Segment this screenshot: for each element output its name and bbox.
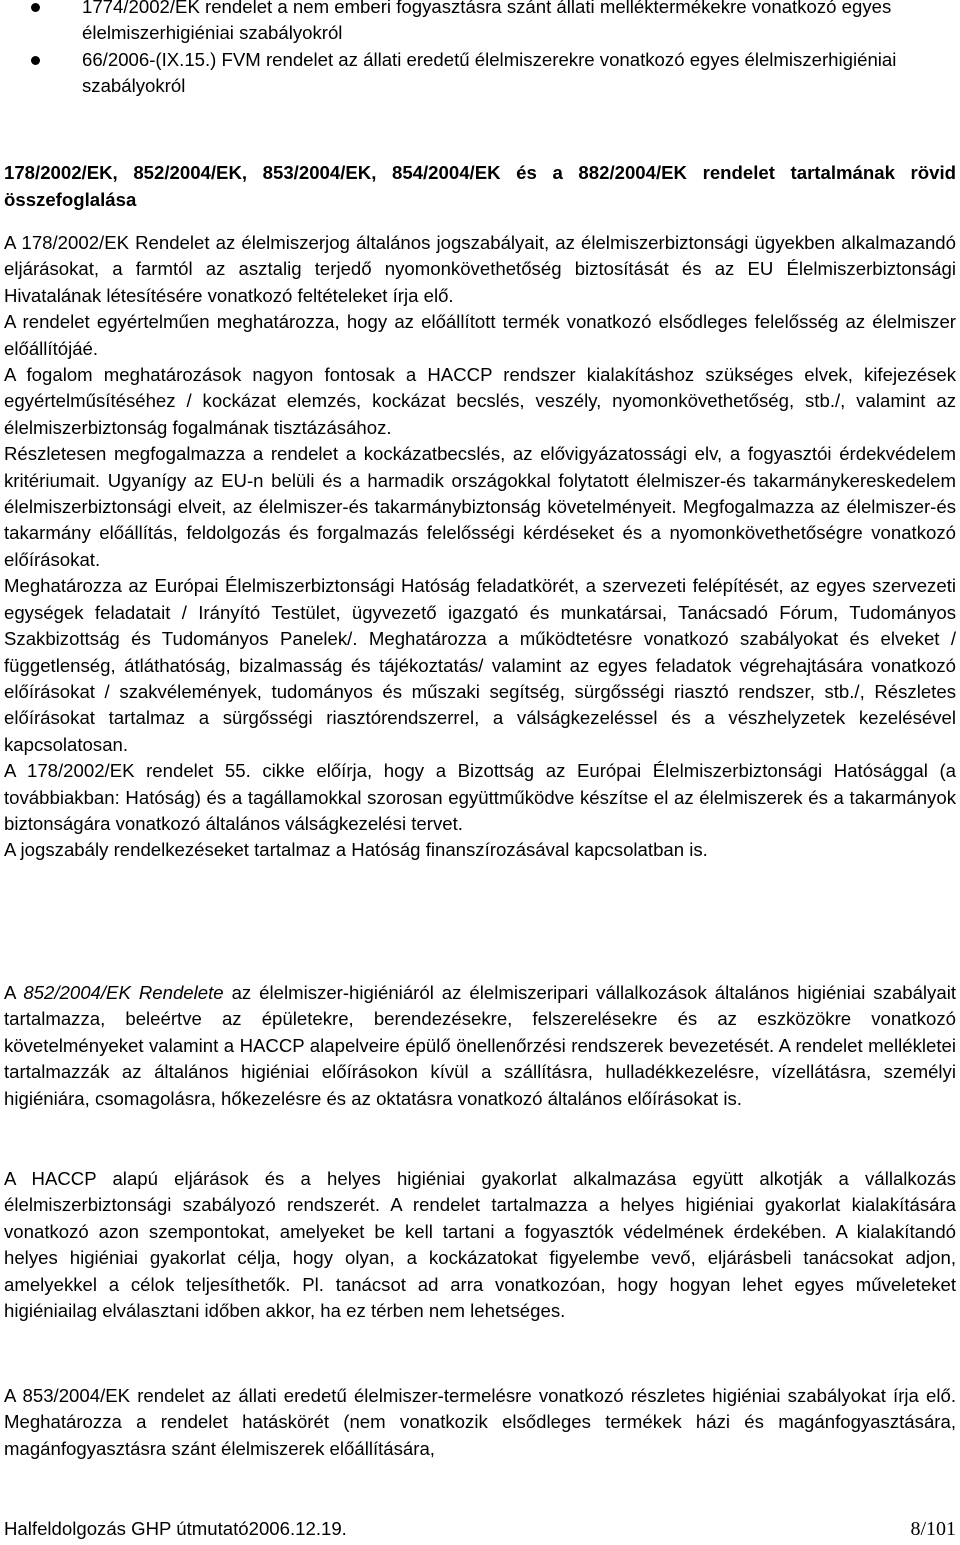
bullet-item (4, 47, 956, 98)
bullet-text: 1774/2002/EK rendelet a nem emberi fogyasztásra szánt állati melléktermékekre vonatkozó egyes élelmiszerhigiéniai szabályokról (82, 0, 892, 43)
text-prefix: A (4, 982, 24, 1003)
paragraph: Részletesen megfogalmazza a rendelet a kockázatbecslés, az elővigyázatossági elv, a fogyasztói érdekvédelem kritériumait. Ugyanígy az EU-n belüli és a harmadik országokkal folytatott élelmiszer-és takarmánykereskedelem élelmiszerbiztonsági elveit, az élelmiszer-és takarmánybiztonság követelményeit. Megfogalmazza az élelmiszer-és takarmány előállítás, feldolgozás és forgalmazás felelősségi kérdéseket és a nyomonkövethetőségre vonatkozó előírásokat. (4, 443, 956, 570)
paragraph: A 853/2004/EK rendelet az állati eredetű élelmiszer-termelésre vonatkozó részletes higiéniai szabályokat írja elő. Meghatározza a rendelet hatáskörét (nem vonatkozik elsődleges termékek házi és magánfogyasztására, magánfogyasztásra szánt élelmiszerek előállítására, (4, 1385, 956, 1459)
page-number: 8/101 (910, 1518, 956, 1540)
paragraph: A 178/2002/EK Rendelet az élelmiszerjog általános jogszabályait, az élelmiszerbiztonsági ügyekben alkalmazandó eljárásokat, a farmtól az asztalig terjedő nyomonkövethetőség biztosítását és az EU Élelmiszerbiztonsági Hivatalának létesítésére vonatkozó feltételeket írja elő. (4, 232, 956, 306)
bullet-dot-icon (31, 3, 40, 12)
paragraph: A rendelet egyértelműen meghatározza, hogy az előállított termék vonatkozó elsődleges felelősség az élelmiszer előállítójáé. (4, 311, 956, 359)
footer-document-title: Halfeldolgozás GHP útmutató2006.12.19. (4, 1518, 347, 1539)
haccp-summary (4, 1166, 956, 1324)
paragraph (4, 980, 956, 1112)
bullet-text: 66/2006-(IX.15.) FVM rendelet az állati eredetű élelmiszerekre vonatkozó egyes élelmiszerhigiéniai szabályokról (82, 49, 897, 96)
regulation-178-summary (4, 230, 956, 864)
paragraph: A 178/2002/EK rendelet 55. cikke előírja, hogy a Bizottság az Európai Élelmiszerbiztonsági Hatósággal (a továbbiakban: Hatóság) és a tagállamokkal szorosan együttműködve készítse el az élelmiszerek és a takarmányok biztonságára vonatkozó általános válságkezelési tervet. (4, 760, 956, 834)
regulation-bullet-list (4, 0, 956, 100)
text-rest: az élelmiszer-higiéniáról az élelmiszeripari vállalkozások általános higiéniai szabályait tartalmazza, beleértve az épületekre, berendezésekre, felszerelésekre és az eszközökre vonatkozó követelményeket valamint a HACCP alapelveire épülő önellenőrzési rendszerek bevezetését. A rendelet mellékletei tartalmazzák az általános higiéniai előírásokon kívül a szállításra, hulladékkezelésre, vízellátásra, személyi higiéniára, csomagolásra, hőkezelésre és az oktatásra vonatkozó általános előírásokat is. (4, 982, 956, 1109)
bullet-dot-icon (31, 56, 40, 65)
regulation-853-summary (4, 1383, 956, 1462)
section-heading: 178/2002/EK, 852/2004/EK, 853/2004/EK, 854/2004/EK és a 882/2004/EK rendelet tartalmának rövid összefoglalása (4, 162, 956, 210)
regulation-title-italic: 852/2004/EK Rendelete (23, 982, 224, 1003)
paragraph: A jogszabály rendelkezéseket tartalmaz a Hatóság finanszírozásával kapcsolatban is. (4, 839, 708, 861)
regulation-852-summary (4, 980, 956, 1112)
paragraph: A HACCP alapú eljárások és a helyes higiéniai gyakorlat alkalmazása együtt alkotják a vállalkozás élelmiszerbiztonsági szabályozó rendszerét. A rendelet tartalmazza a helyes higiéniai gyakorlat kialakítására vonatkozó azon szempontokat, amelyeket be kell tartani a fogyasztók védelmének érdekében. A kialakítandó helyes higiéniai gyakorlat célja, hogy olyan, a kockázatokat figyelembe vevő, eljárásbeli tanácsokat adjon, amelyekkel a célok teljesíthetők. Pl. tanácsot ad arra vonatkozóan, hogy hogyan lehet egyes műveleteket higiéniailag elválasztani időben akkor, ha ez térben nem lehetséges. (4, 1168, 956, 1322)
page-footer (4, 1518, 956, 1544)
bullet-item (4, 0, 956, 45)
paragraph: Meghatározza az Európai Élelmiszerbiztonsági Hatóság feladatkörét, a szervezeti felépítését, az egyes szervezeti egységek feladatait / Irányító Testület, ügyvezető igazgató és munkatársai, Tanácsadó Fórum, Tudományos Szakbizottság és Tudományos Panelek/. Meghatározza a működtetésre vonatkozó szabályokat és elveket / függetlenség, átláthatóság, bizalmasság és tájékoztatás/ valamint az egyes feladatok végrehajtására vonatkozó előírásokat / szakvélemények, tudományos és műszaki segítség, sürgősségi riasztó rendszer, stb./, Részletes előírásokat tartalmaz a sürgősségi riasztórendszerrel, a válságkezeléssel és a vészhelyzetek kezelésével kapcsolatosan. (4, 575, 956, 755)
paragraph: A fogalom meghatározások nagyon fontosak a HACCP rendszer kialakításhoz szükséges elvek, kifejezések egyértelműsítéséhez / kockázat elemzés, kockázat becslés, veszély, nyomonkövethetőség, stb./, valamint az élelmiszerbiztonság fogalmának tisztázásához. (4, 364, 956, 438)
